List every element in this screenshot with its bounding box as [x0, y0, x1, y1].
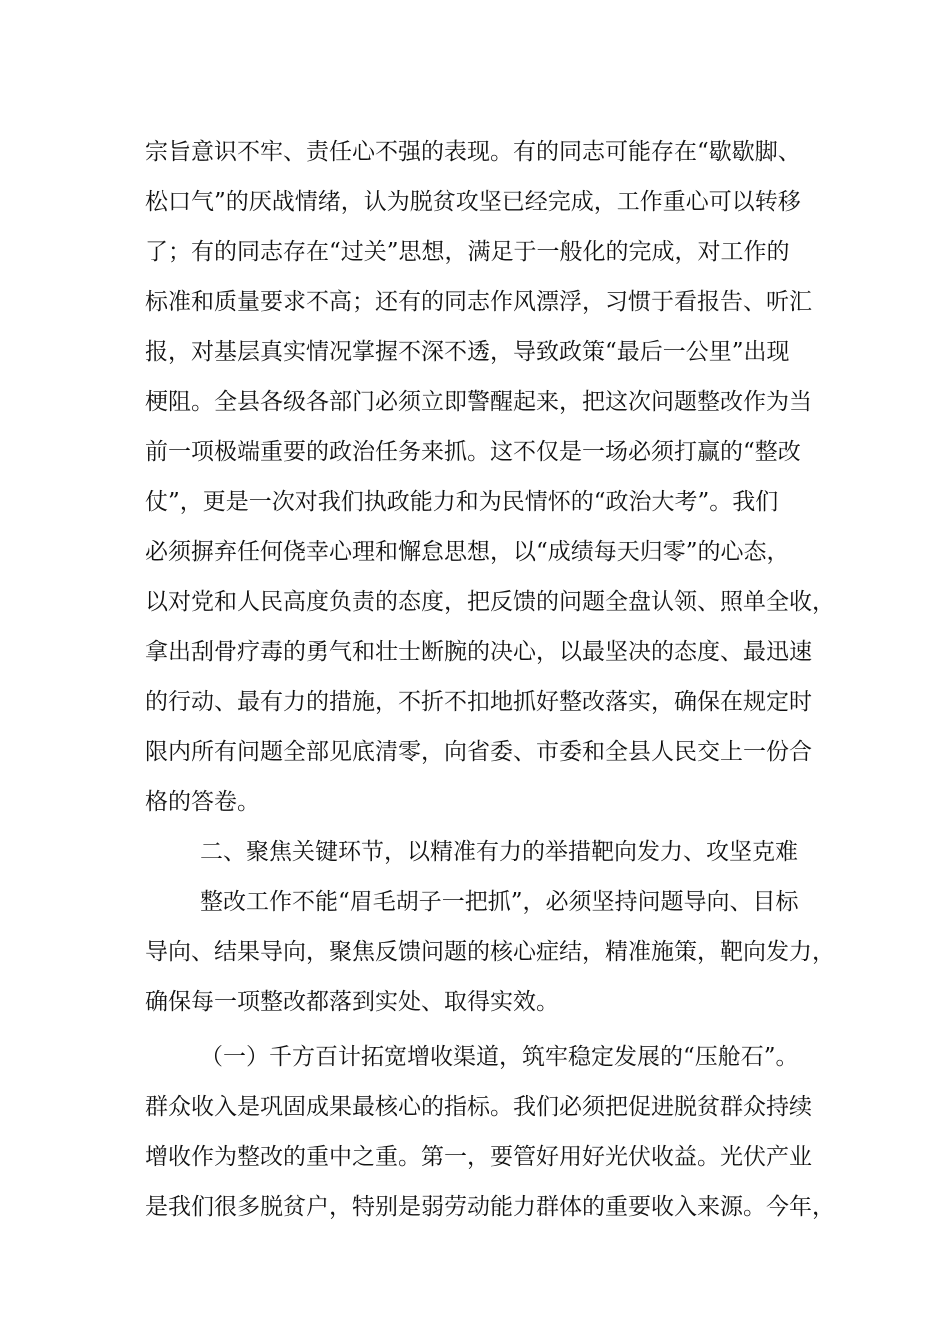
text-line: 标准和质量要求不高；还有的同志作风漂浮，习惯于看报告、听汇	[145, 289, 812, 315]
subsection-heading: （一）千方百计拓宽增收渠道，筑牢稳定发展的“压舱石”。	[200, 1044, 799, 1070]
text-line: 必须摒弃任何侥幸心理和懈怠思想，以“成绩每天归零”的心态，	[145, 539, 790, 565]
text-line: 了；有的同志存在“过关”思想，满足于一般化的完成，对工作的	[145, 239, 790, 265]
text-line: 以对党和人民高度负责的态度，把反馈的问题全盘认领、照单全收，	[145, 589, 835, 615]
text-line: 报，对基层真实情况掌握不深不透，导致政策“最后一公里”出现	[145, 339, 790, 365]
text-line: 限内所有问题全部见底清零，向省委、市委和全县人民交上一份合	[145, 739, 812, 765]
section-heading: 二、聚焦关键环节，以精准有力的举措靶向发力、攻坚克难	[200, 839, 798, 865]
text-line: 整改工作不能“眉毛胡子一把抓”，必须坚持问题导向、目标	[200, 889, 799, 915]
text-line: 的行动、最有力的措施，不折不扣地抓好整改落实，确保在规定时	[145, 689, 812, 715]
text-line: 是我们很多脱贫户，特别是弱劳动能力群体的重要收入来源。今年，	[145, 1194, 835, 1220]
text-line: 仗”，更是一次对我们执政能力和为民情怀的“政治大考”。我们	[145, 489, 779, 515]
text-line: 格的答卷。	[145, 789, 260, 815]
text-line: 确保每一项整改都落到实处、取得实效。	[145, 989, 559, 1015]
text-line: 松口气”的厌战情绪，认为脱贫攻坚已经完成，工作重心可以转移	[145, 189, 801, 215]
text-line: 梗阻。全县各级各部门必须立即警醒起来，把这次问题整改作为当	[145, 389, 812, 415]
text-line: 群众收入是巩固成果最核心的指标。我们必须把促进脱贫群众持续	[145, 1094, 812, 1120]
text-line: 前一项极端重要的政治任务来抓。这不仅是一场必须打赢的“整改	[145, 439, 801, 465]
text-line: 拿出刮骨疗毒的勇气和壮士断腕的决心，以最坚决的态度、最迅速	[145, 639, 812, 665]
text-line: 宗旨意识不牢、责任心不强的表现。有的同志可能存在“歇歇脚、	[145, 139, 801, 165]
text-line: 增收作为整改的重中之重。第一，要管好用好光伏收益。光伏产业	[145, 1144, 812, 1170]
text-line: 导向、结果导向，聚焦反馈问题的核心症结，精准施策，靶向发力，	[145, 939, 835, 965]
